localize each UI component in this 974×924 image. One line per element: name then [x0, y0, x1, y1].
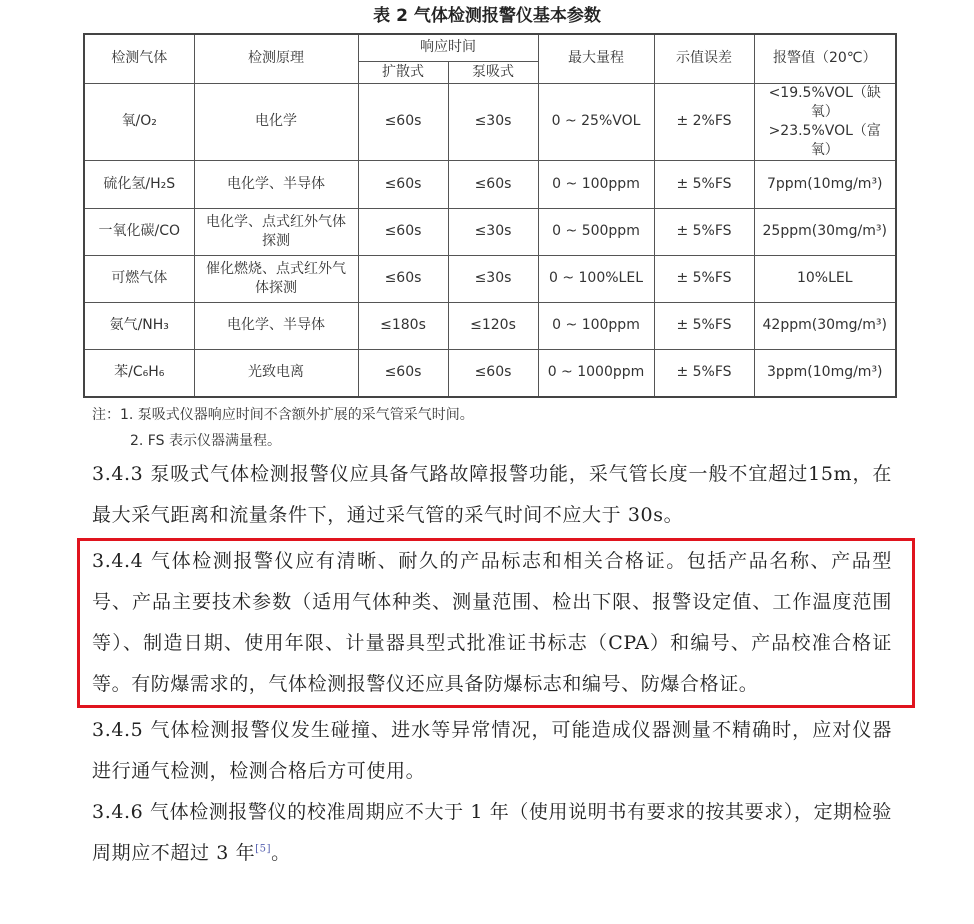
header-error: 示值误差: [654, 34, 754, 83]
cell-principle: 电化学、半导体: [194, 302, 358, 349]
cell-range: 0 ~ 100ppm: [538, 302, 654, 349]
table-row: [84, 160, 896, 208]
cell-error: ± 2%FS: [654, 83, 754, 160]
table-row: [84, 255, 896, 302]
paragraph-3-4-5: 3.4.5 气体检测报警仪发生碰撞、进水等异常情况，可能造成仪器测量不精确时，应对仪器进行通气检测，检测合格后方可使用。: [92, 719, 892, 782]
cell-diffusion: ≤60s: [358, 255, 448, 302]
cell-gas: 可燃气体: [84, 255, 194, 302]
header-alarm: 报警值（20℃）: [754, 34, 896, 83]
paragraph-end: 。: [271, 842, 291, 864]
table-row: [84, 302, 896, 349]
cell-diffusion: ≤60s: [358, 208, 448, 255]
cell-alarm: <19.5%VOL（缺氧）: [768, 84, 881, 120]
cell-alarm: 3ppm(10mg/m³): [754, 349, 896, 397]
cell-error: ± 5%FS: [654, 302, 754, 349]
table-row: [84, 83, 896, 160]
paragraph-3-4-4: 3.4.4 气体检测报警仪应有清晰、耐久的产品标志和相关合格证。包括产品名称、产品型号、产品主要技术参数（适用气体种类、测量范围、检出下限、报警设定值、工作温度范围等）、制造日期、使用年限、计量器具型式批准证书标志（CPA）和编号、产品校准合格证等。有防爆需求的，气体检测报警仪还应具备防爆标志和编号、防爆合格证。: [92, 550, 892, 695]
cell-pump: ≤60s: [448, 349, 538, 397]
paragraph-3-4-6: [92, 792, 892, 874]
cell-pump: ≤60s: [448, 160, 538, 208]
cell-pump: ≤30s: [448, 83, 538, 160]
cell-alarm2: >23.5%VOL（富氧）: [768, 122, 881, 158]
cell-range: 0 ~ 100%LEL: [538, 255, 654, 302]
table-title: 表 2 气体检测报警仪基本参数: [373, 6, 601, 26]
cell-pump: ≤30s: [448, 255, 538, 302]
note-1: 注：1. 泵吸式仪器响应时间不含额外扩展的采气管采气时间。: [92, 407, 474, 423]
parameters-table: [83, 33, 897, 398]
note-2: 2. FS 表示仪器满量程。: [130, 433, 281, 449]
cell-pump: ≤30s: [448, 208, 538, 255]
cell-alarm: 10%LEL: [754, 255, 896, 302]
cell-principle: 光致电离: [194, 349, 358, 397]
cell-error: ± 5%FS: [654, 349, 754, 397]
table-row: [84, 208, 896, 255]
cell-diffusion: ≤60s: [358, 160, 448, 208]
highlight-box: [77, 538, 915, 708]
cell-range: 0 ~ 100ppm: [538, 160, 654, 208]
cell-diffusion: ≤180s: [358, 302, 448, 349]
reference-link[interactable]: [5]: [255, 843, 272, 855]
cell-range: 0 ~ 25%VOL: [538, 83, 654, 160]
header-gas: 检测气体: [84, 34, 194, 83]
cell-gas: 氨气/NH₃: [84, 302, 194, 349]
header-diffusion: 扩散式: [358, 61, 448, 83]
cell-diffusion: ≤60s: [358, 83, 448, 160]
cell-principle: 电化学: [194, 83, 358, 160]
paragraph-3-4-6-text: 3.4.6 气体检测报警仪的校准周期应不大于 1 年（使用说明书有要求的按其要求），定期检验周期应不超过 3 年: [92, 801, 892, 864]
cell-pump: ≤120s: [448, 302, 538, 349]
cell-alarm: 42ppm(30mg/m³): [754, 302, 896, 349]
paragraph-3-4-3: 3.4.3 泵吸式气体检测报警仪应具备气路故障报警功能，采气管长度一般不宜超过15m，在最大采气距离和流量条件下，通过采气管的采气时间不应大于 30s。: [92, 463, 892, 526]
cell-alarm: [754, 83, 896, 160]
cell-alarm: 25ppm(30mg/m³): [754, 208, 896, 255]
cell-range: 0 ~ 1000ppm: [538, 349, 654, 397]
cell-error: ± 5%FS: [654, 160, 754, 208]
cell-principle: 电化学、半导体: [194, 160, 358, 208]
cell-gas: 苯/C₆H₆: [84, 349, 194, 397]
cell-principle: 催化燃烧、点式红外气体探测: [194, 255, 358, 302]
cell-error: ± 5%FS: [654, 208, 754, 255]
header-range: 最大量程: [538, 34, 654, 83]
cell-gas: 一氧化碳/CO: [84, 208, 194, 255]
header-response: 响应时间: [358, 34, 538, 61]
cell-error: ± 5%FS: [654, 255, 754, 302]
cell-gas: 氧/O₂: [84, 83, 194, 160]
table-row: [84, 349, 896, 397]
cell-gas: 硫化氢/H₂S: [84, 160, 194, 208]
cell-range: 0 ~ 500ppm: [538, 208, 654, 255]
cell-diffusion: ≤60s: [358, 349, 448, 397]
cell-alarm: 7ppm(10mg/m³): [754, 160, 896, 208]
header-principle: 检测原理: [194, 34, 358, 83]
header-pump: 泵吸式: [448, 61, 538, 83]
cell-principle: 电化学、点式红外气体探测: [194, 208, 358, 255]
